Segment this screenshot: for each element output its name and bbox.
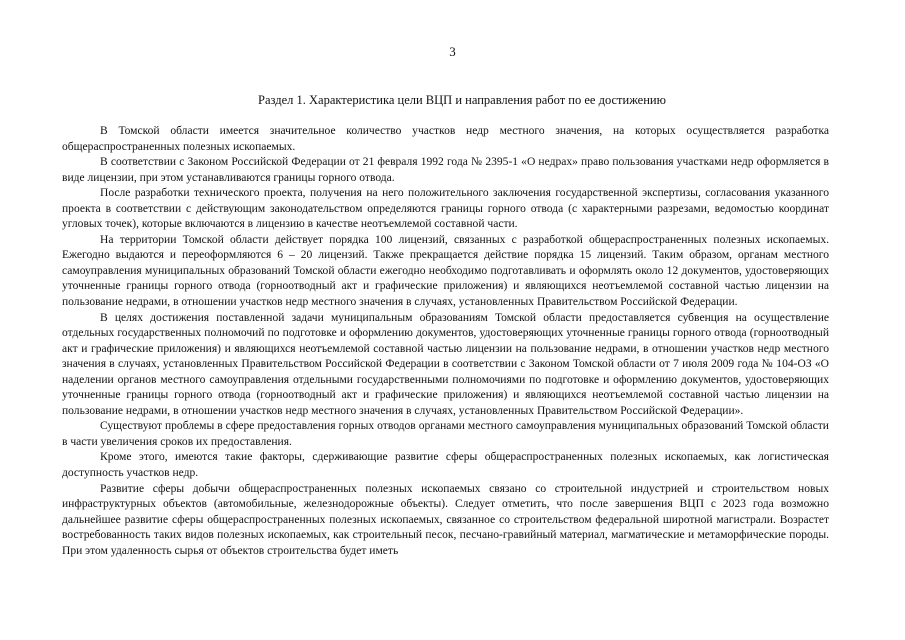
page-number: 3	[449, 44, 456, 59]
paragraph-1: В Томской области имеется значительное количество участков недр местного значения, на которых осуществляется разработка общераспространенных полезных ископаемых.	[62, 125, 829, 153]
paragraph-7: Кроме этого, имеются такие факторы, сдерживающие развитие сферы общераспространенных полезных ископаемых, как логистическая доступность участков недр.	[62, 451, 829, 480]
paragraph-8: Развитие сферы добычи общераспространенных полезных ископаемых связано со строительной индустрией и строительством новых инфраструктурных объектов (автомобильные, железнодорожные объекты). Следует отметить, что после завершения ВЦП с 2023 года возможно дальнейшее развитие сферы общераспространенных полезных ископаемых, связанное со строительством федеральной широтной магистрали. Возрастет востребованность таких видов полезных ископаемых, как строительный песок, песчано-гравийный материал, магматические и метаморфические породы. При этом удаленность сырья от объектов строительства будет иметь	[62, 482, 829, 557]
paragraph-5: В целях достижения поставленной задачи муниципальным образованиям Томской области предоставляется субвенция на осуществление отдельных государственных полномочий по подготовке и оформлению документов, удостоверяющих уточненные границы горного отвода (горноотводный акт и графические приложения) и являющихся неотъемлемой составной частью лицензии на пользование недрами, в отношении участков недр местного значения в случаях, установленных Правительством Российской Федерации в соответствии с Законом Томской области от 7 июля 2009 года № 104-ОЗ «О наделении органов местного самоуправления отдельными государственными полномочиями по подготовке и оформлению документов, удостоверяющих уточненные границы горного отвода (горноотводный акт и графические приложения) и являющихся неотъемлемой составной частью лицензии на пользование недрами, в отношении участков недр местного значения в случаях, установленных Правительством Российской Федерации».	[62, 311, 829, 417]
paragraph-6: Существуют проблемы в сфере предоставления горных отводов органами местного самоуправления муниципальных образований Томской области в части увеличения сроков их предоставления.	[62, 420, 829, 448]
paragraph-2: В соответствии с Законом Российской Федерации от 21 февраля 1992 года № 2395-1 «О недрах» право пользования участками недр оформляется в виде лицензии, при этом устанавливаются границы горного отвода.	[62, 156, 829, 184]
section-title: Раздел 1. Характеристика цели ВЦП и направления работ по ее достижению	[258, 93, 666, 107]
paragraph-4: На территории Томской области действует порядка 100 лицензий, связанных с разработкой общераспространенных полезных ископаемых. Ежегодно выдаются и переоформляются 6 – 20 лицензий. Также прекращается действие порядка 15 лицензий. Таким образом, органам местного самоуправления муниципальных образований Томской области ежегодно необходимо подготавливать и оформлять около 12 документов, удостоверяющих уточненные границы горного отвода (горноотводный акт и графические приложения) и являющихся неотъемлемой составной частью лицензии на пользование недрами, в отношении участков недр местного значения в случаях, установленных Правительством Российской Федерации.	[62, 233, 829, 309]
paragraph-3: После разработки технического проекта, получения на него положительного заключения государственной экспертизы, согласования указанного проекта в соответствии с действующим законодательством определяются границы горного отвода (с характерными разрезами, ведомостью координат угловых точек), которые включаются в лицензию в качестве неотъемлемой составной части.	[62, 187, 829, 231]
document-body	[62, 124, 829, 559]
